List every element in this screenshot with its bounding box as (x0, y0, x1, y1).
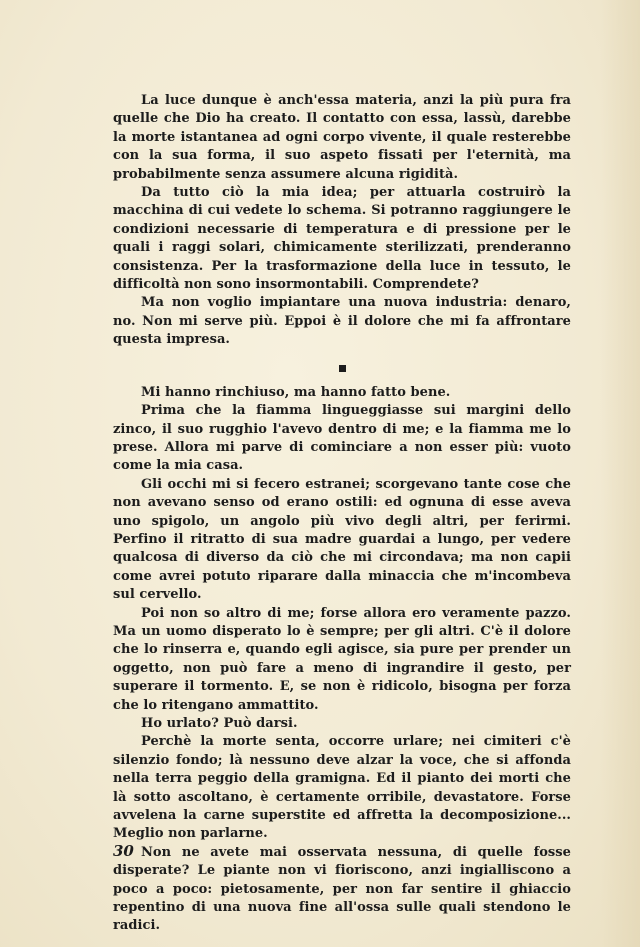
section-break-square-icon (339, 365, 346, 372)
paragraph: La luce dunque è anch'essa materia, anzi la più pura fra quelle che Dio ha creato. Il contatto con essa, lassù, darebbe la morte istantanea ad ogni corpo vivente, il quale resterebbe con la sua forma, il suo aspeto fissati per l'eternità, ma probabilmente senza assumere alcuna rigidità. (113, 93, 571, 182)
paragraph: Da tutto ciò la mia idea; per attuarla costruirò la macchina di cui vedete lo schema. Si potranno raggiungere le condizioni necessarie di temperatura e di pressione per le quali i raggi solari, chimicamente sterilizzati, prenderanno consistenza. Per la trasformazione della luce in tessuto, le difficoltà non sono insormontabili. Comprendete? (113, 185, 571, 293)
paragraph: Gli occhi mi si fecero estranei; scorgevano tante cose che non avevano senso od erano ostili: ed ognuna di esse aveva uno spigolo, un angolo più vivo degli altri, per ferirmi. Perfino il ritratto di sua madre guardai a lungo, per vedere qualcosa di diverso da ciò che mi circondava; ma non capii come avrei potuto riparare dalla minaccia che m'incombeva sul cervello. (113, 476, 571, 603)
paragraph: Prima che la fiamma lingueggiasse sui margini dello zinco, il suo rugghio l'avevo dentro di me; e la fiamma me lo prese. Allora mi parve di cominciare a non esser più: vuoto come la mia casa. (113, 403, 571, 474)
section-break (113, 356, 571, 382)
page-number: 30 (113, 842, 134, 860)
paragraph: Perchè la morte senta, occorre urlare; nei cimiteri c'è silenzio fondo; là nessuno deve alzar la voce, che si affonda nella terra peggio della gramigna. Ed il pianto dei morti che là sotto ascoltano, è certamente orribile, devastatore. Forse avvelena la carne superstite ed affretta la decomposizione... Meglio non parlarne. (113, 734, 571, 842)
paragraph: Ma non voglio impiantare una nuova industria: denaro, no. Non mi serve più. Eppoi è il dolore che mi fa affrontare questa impresa. (113, 295, 571, 348)
paragraph: Ho urlato? Può darsi. (141, 716, 298, 731)
body-text (113, 92, 571, 936)
paragraph: Poi non so altro di me; forse allora ero veramente pazzo. Ma un uomo disperato lo è sempre; per gli altri. C'è il dolore che lo rinserra e, quando egli agisce, sia pure per prender un oggetto, non può fare a meno di ingrandire il gesto, per superare il tormento. E, se non è ridicolo, bisogna per forza che lo ritengano ammattito. (113, 605, 571, 713)
paragraph: Mi hanno rinchiuso, ma hanno fatto bene. (141, 384, 451, 400)
paragraph: Non ne avete mai osservata nessuna, di quelle fosse disperate? Le piante non vi fioriscono, anzi ingialliscono a poco a poco: pietosamente, per non far sentire il ghiaccio repentino di una nuova fine all'ossa sulle quali stendono le radici. (113, 844, 571, 934)
